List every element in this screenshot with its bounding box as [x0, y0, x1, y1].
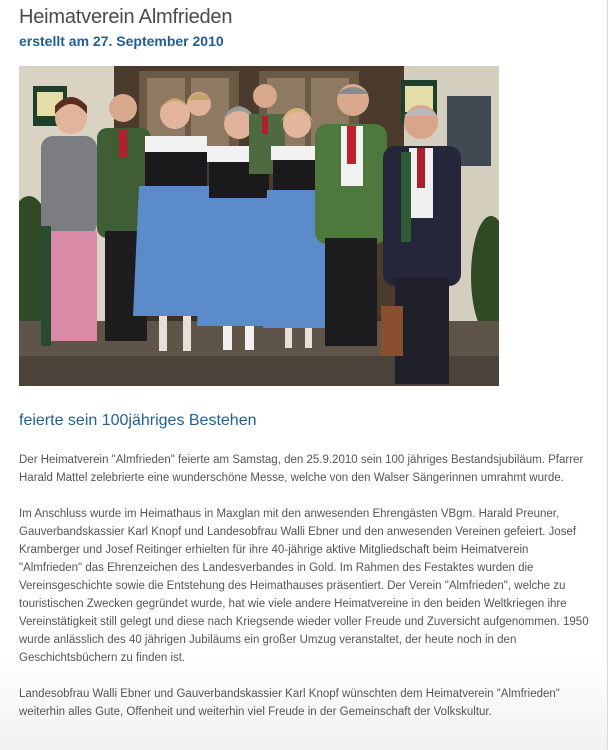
paragraph-2: Im Anschluss wurde im Heimathaus in Maxglan mit den anwesenden Ehrengästen VBgm. Harald Preuner, Gauverbandskassier Karl Knopf und Landesobfrau Walli Ebner und den anwesenden Vereinen gefeiert. Josef Kramberger und Josef Reitinger erhielten für ihre 40-jährige aktive Mitgliedschaft beim Heimatverein "Almfrieden" das Ehrenzeichen des Landesverbandes in Gold. Im Rahmen des Festaktes wurden die Vereinsgeschichte sowie die Entstehung des Heimathauses präsentiert. Der Verein "Almfrieden", welche zu touristischen Zwecken gegründet wurde, hat wie viele andere Heimatvereine in den beiden Weltkriegen ihre Vereinstätigkeit still gelegt und diese nach Kriegsende wieder voller Freude und Zuversicht aufgenommen. 1950 wurde anlässlich des 40 jährigen Jubiläums ein großer Umzug veranstaltet, der heute noch in den Geschichtsbüchern zu finden ist. [19, 508, 589, 664]
group-photo [19, 66, 499, 386]
page-title: Heimatverein Almfrieden [19, 6, 233, 28]
article-date: erstellt am 27. September 2010 [19, 33, 224, 49]
article-heading: feierte sein 100jähriges Bestehen [19, 412, 257, 429]
article-body [19, 451, 591, 739]
paragraph-3: Landesobfrau Walli Ebner und Gauverbandskassier Karl Knopf wünschten dem Heimatverein "Almfrieden" weiterhin alles Gute, Offenheit und weiterhin viel Freude in der Gemeinschaft der Volkskultur. [19, 688, 560, 718]
paragraph-1: Der Heimatverein "Almfrieden" feierte am Samstag, den 25.9.2010 sein 100 jähriges Bestandsjubiläum. Pfarrer Harald Mattel zelebrierte eine wunderschöne Messe, welche von den Walser Sängerinnen umrahmt wurde. [19, 454, 584, 484]
